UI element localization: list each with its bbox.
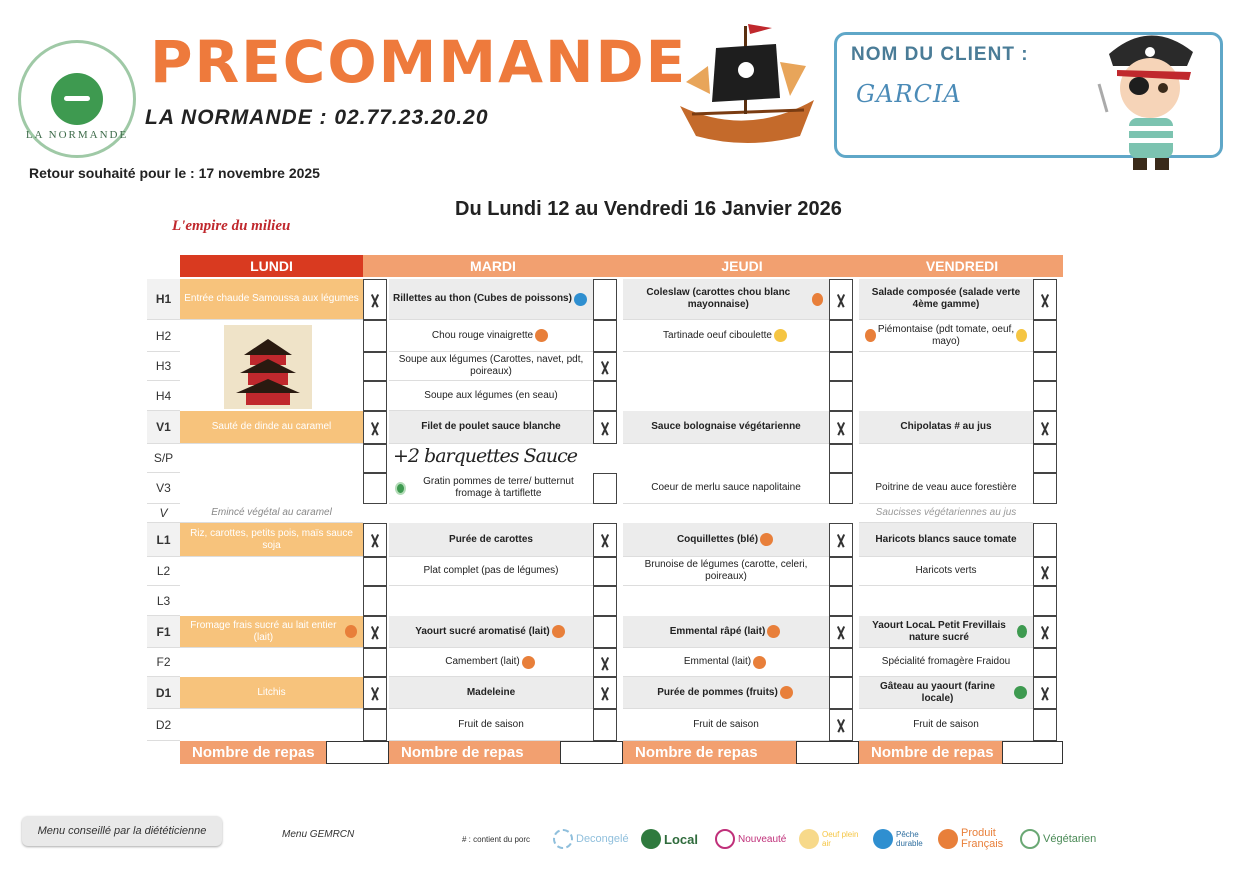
row-label-d1: D1	[147, 677, 180, 709]
checkbox-lundi-f2[interactable]	[363, 648, 387, 677]
dish-vendredi-l2: Haricots verts	[859, 557, 1033, 586]
row-label-f2: F2	[147, 648, 180, 677]
checkbox-vendredi-v3[interactable]	[1033, 473, 1057, 504]
dish-lundi-h1: Entrée chaude Samoussa aux légumes	[180, 279, 363, 320]
dish-mardi-v3	[389, 473, 593, 504]
pirate-kid-icon	[1095, 14, 1205, 174]
meal-count-input-mardi[interactable]	[560, 741, 623, 764]
dish-vendredi-f2: Spécialité fromagère Fraidou	[859, 648, 1033, 677]
menu-theme: L'empire du milieu	[172, 218, 291, 234]
row-label-v1: V1	[147, 411, 180, 444]
checkbox-lundi-f1[interactable]	[363, 616, 387, 648]
checkbox-mardi-h2[interactable]	[593, 320, 617, 352]
meal-count-input-jeudi[interactable]	[796, 741, 859, 764]
checkbox-vendredi-h3[interactable]	[1033, 352, 1057, 381]
dish-jeudi-f1-text: Emmental râpé (lait)	[669, 625, 766, 637]
checkbox-lundi-d2[interactable]	[363, 709, 387, 741]
produit-francais-icon	[535, 329, 548, 342]
checkbox-mardi-f2[interactable]	[593, 648, 617, 677]
checkbox-mardi-v3[interactable]	[593, 473, 617, 504]
oeuf-plein-air-icon	[1016, 329, 1027, 342]
dish-jeudi-h1-text: Coleslaw (carottes chou blanc mayonnaise)	[646, 287, 791, 310]
dish-mardi-l1: Purée de carottes	[389, 523, 593, 557]
dish-jeudi-v3: Coeur de merlu sauce napolitaine	[623, 473, 829, 504]
dish-mardi-f2	[389, 648, 593, 677]
checkbox-jeudi-v1[interactable]	[829, 411, 853, 444]
row-label-v: V	[147, 504, 180, 523]
dish-mardi-v3-text: Gratin pommes de terre/ butternut fromage à tartiflette	[423, 476, 574, 499]
dish-mardi-h1-text: Rillettes au thon (Cubes de poissons)	[393, 293, 572, 304]
oeuf-plein-air-icon	[774, 329, 787, 342]
dish-vendredi-h1: Salade composée (salade verte 4ème gamme)	[859, 279, 1033, 320]
dish-mardi-d2: Fruit de saison	[389, 709, 593, 741]
dish-mardi-f2-text: Camembert (lait)	[445, 656, 520, 667]
dish-mardi-h2-text: Chou rouge vinaigrette	[431, 329, 534, 341]
meal-count-label-lundi: Nombre de repas	[180, 741, 326, 764]
dietician-note: Menu conseillé par la diététicienne	[22, 816, 222, 846]
checkbox-lundi-h4[interactable]	[363, 381, 387, 411]
snowflake-icon	[553, 829, 573, 849]
dish-lundi-f1	[180, 616, 363, 648]
checkbox-lundi-h3[interactable]	[363, 352, 387, 381]
row-label-f1: F1	[147, 616, 180, 648]
checkbox-vendredi-v1[interactable]	[1033, 411, 1057, 444]
dish-vendredi-l1: Haricots blancs sauce tomate	[859, 523, 1033, 557]
produit-francais-icon	[767, 625, 780, 638]
checkbox-vendredi-f1[interactable]	[1033, 616, 1057, 648]
produit-francais-icon	[865, 329, 876, 342]
row-label-l2: L2	[147, 557, 180, 586]
dish-jeudi-l1-text: Coquillettes (blé)	[676, 533, 759, 545]
day-header-vendredi: VENDREDI	[861, 255, 1063, 277]
row-label-d2: D2	[147, 709, 180, 741]
client-name-value[interactable]: GARCIA	[856, 80, 962, 108]
checkbox-mardi-l3[interactable]	[593, 586, 617, 616]
return-date: Retour souhaité pour le : 17 novembre 2025	[29, 165, 320, 181]
checkbox-mardi-l1[interactable]	[593, 523, 617, 557]
checkbox-mardi-d2[interactable]	[593, 709, 617, 741]
checkbox-jeudi-l1[interactable]	[829, 523, 853, 557]
checkbox-vendredi-h2[interactable]	[1033, 320, 1057, 352]
checkbox-jeudi-d2[interactable]	[829, 709, 853, 741]
checkbox-jeudi-v3[interactable]	[829, 473, 853, 504]
checkbox-vendredi-d1[interactable]	[1033, 677, 1057, 709]
dish-jeudi-d2: Fruit de saison	[623, 709, 829, 741]
dish-vendredi-v: Saucisses végétariennes au jus	[859, 504, 1033, 523]
checkbox-mardi-f1[interactable]	[593, 616, 617, 648]
checkbox-jeudi-f2[interactable]	[829, 648, 853, 677]
logo-text: LA NORMANDE	[25, 129, 129, 141]
legend-produit-francais-label: Produit Français	[961, 827, 1004, 850]
checkbox-lundi-h2[interactable]	[363, 320, 387, 352]
dish-jeudi-l2: Brunoise de légumes (carotte, celeri, poireaux)	[623, 557, 829, 586]
checkbox-vendredi-f2[interactable]	[1033, 648, 1057, 677]
checkbox-mardi-l2[interactable]	[593, 557, 617, 586]
row-label-h1: H1	[147, 279, 180, 320]
peche-durable-icon	[574, 293, 587, 306]
dish-jeudi-f2	[623, 648, 829, 677]
dish-mardi-d1: Madeleine	[389, 677, 593, 709]
legend-vegetarien	[1020, 826, 1096, 852]
checkbox-jeudi-h4[interactable]	[829, 381, 853, 411]
handwritten-note: +2 barquettes Sauce	[393, 445, 578, 467]
checkbox-lundi-v1[interactable]	[363, 411, 387, 444]
checkbox-mardi-d1[interactable]	[593, 677, 617, 709]
page-title: PRECOMMANDE	[150, 28, 688, 96]
checkbox-mardi-h4[interactable]	[593, 381, 617, 411]
dish-jeudi-v1: Sauce bolognaise végétarienne	[623, 411, 829, 444]
checkbox-lundi-l3[interactable]	[363, 586, 387, 616]
meal-count-label-vendredi: Nombre de repas	[859, 741, 1002, 764]
dish-jeudi-f2-text: Emmental (lait)	[683, 656, 752, 667]
produit-francais-icon	[780, 686, 793, 699]
legend-oeuf	[799, 826, 859, 852]
dish-vendredi-d2: Fruit de saison	[859, 709, 1033, 741]
produit-francais-icon	[552, 625, 565, 638]
dish-vendredi-h2	[859, 320, 1033, 352]
checkbox-lundi-l2[interactable]	[363, 557, 387, 586]
checkbox-lundi-h1[interactable]	[363, 279, 387, 320]
checkbox-lundi-sp[interactable]	[363, 444, 387, 473]
row-label-l3: L3	[147, 586, 180, 616]
checkbox-vendredi-h4[interactable]	[1033, 381, 1057, 411]
dish-lundi-l1: Riz, carottes, petits pois, maïs sauce soja	[180, 523, 363, 557]
fork-icon	[51, 73, 103, 125]
checkbox-jeudi-l3[interactable]	[829, 586, 853, 616]
egg-icon	[799, 829, 819, 849]
row-label-h4: H4	[147, 381, 180, 411]
produit-francais-icon	[753, 656, 766, 669]
checkbox-lundi-d1[interactable]	[363, 677, 387, 709]
day-header-mardi: MARDI	[363, 255, 623, 277]
checkbox-jeudi-sp[interactable]	[829, 444, 853, 473]
meal-count-input-vendredi[interactable]	[1002, 741, 1063, 764]
dish-mardi-f1	[389, 616, 593, 648]
dish-jeudi-h2-text: Tartinade oeuf ciboulette	[663, 329, 772, 341]
dish-mardi-f1-text: Yaourt sucré aromatisé (lait)	[415, 625, 550, 637]
meal-count-input-lundi[interactable]	[326, 741, 389, 764]
dish-mardi-h4: Soupe aux légumes (en seau)	[389, 381, 593, 411]
checkbox-vendredi-h1[interactable]	[1033, 279, 1057, 320]
la-normande-logo	[18, 40, 136, 158]
legend-vegetarien-label: Végétarien	[1043, 833, 1097, 845]
checkbox-lundi-v3[interactable]	[363, 473, 387, 504]
row-label-sp: S/P	[147, 444, 180, 473]
leaf-icon	[1020, 829, 1040, 849]
legend-local	[641, 826, 698, 852]
checkbox-jeudi-h1[interactable]	[829, 279, 853, 320]
dish-jeudi-l1	[623, 523, 829, 557]
legend-nouveaute	[715, 826, 786, 852]
checkbox-vendredi-l1[interactable]	[1033, 523, 1057, 557]
checkbox-jeudi-l2[interactable]	[829, 557, 853, 586]
legend-nouveaute-label: Nouveauté	[738, 833, 787, 845]
checkbox-vendredi-l2[interactable]	[1033, 557, 1057, 586]
legend-decongele-label: Decongelé	[576, 833, 629, 845]
checkbox-mardi-h1[interactable]	[593, 279, 617, 320]
pagoda-icon	[224, 325, 312, 409]
checkbox-mardi-h3[interactable]	[593, 352, 617, 381]
dish-mardi-v1: Filet de poulet sauce blanche	[389, 411, 593, 444]
checkbox-jeudi-h3[interactable]	[829, 352, 853, 381]
nouveaute-icon	[715, 829, 735, 849]
dish-jeudi-d1	[623, 677, 829, 709]
row-label-h2: H2	[147, 320, 180, 352]
legend-peche-label: Pêche durable	[896, 830, 923, 848]
checkbox-lundi-l1[interactable]	[363, 523, 387, 557]
dish-jeudi-h2	[623, 320, 829, 352]
legend-produit-francais	[938, 826, 1010, 852]
france-icon	[938, 829, 958, 849]
legend-oeuf-label: Oeuf plein air	[822, 830, 859, 848]
week-title: Du Lundi 12 au Vendredi 16 Janvier 2026	[455, 198, 842, 220]
legend-local-label: Local	[664, 831, 698, 847]
dish-mardi-h1	[389, 279, 593, 320]
dish-jeudi-h1	[623, 279, 829, 320]
dish-lundi-f1-text: Fromage frais sucré au lait entier (lait)	[190, 619, 337, 643]
dish-mardi-h2	[389, 320, 593, 352]
pirate-ship-icon	[672, 18, 822, 150]
produit-francais-icon	[812, 293, 823, 306]
client-label: NOM DU CLIENT :	[851, 44, 1029, 65]
local-icon	[1017, 625, 1027, 638]
checkbox-vendredi-sp[interactable]	[1033, 444, 1057, 473]
dish-vendredi-h2-text: Piémontaise (pdt tomate, oeuf, mayo)	[877, 323, 1015, 347]
dish-lundi-v: Emincé végétal au caramel	[180, 504, 363, 523]
meal-count-label-mardi: Nombre de repas	[389, 741, 560, 764]
dish-lundi-v1: Sauté de dinde au caramel	[180, 411, 363, 444]
checkbox-jeudi-d1[interactable]	[829, 677, 853, 709]
day-header-jeudi: JEUDI	[623, 255, 861, 277]
dish-mardi-h3: Soupe aux légumes (Carottes, navet, pdt, poireaux)	[389, 352, 593, 381]
checkbox-vendredi-d2[interactable]	[1033, 709, 1057, 741]
dish-vendredi-f1-text: Yaourt LocaL Petit Frevillais nature sucré	[872, 619, 1006, 643]
dish-jeudi-d1-text: Purée de pommes (fruits)	[657, 686, 778, 698]
checkbox-vendredi-l3[interactable]	[1033, 586, 1057, 616]
meal-count-label-jeudi: Nombre de repas	[623, 741, 796, 764]
checkbox-mardi-v1[interactable]	[593, 411, 617, 444]
dish-vendredi-d1	[859, 677, 1033, 709]
local-icon	[1014, 686, 1027, 699]
dish-mardi-l2: Plat complet (pas de légumes)	[389, 557, 593, 586]
gemrcn-note: Menu GEMRCN	[282, 829, 355, 840]
porc-note: # : contient du porc	[462, 834, 531, 844]
dish-jeudi-f1	[623, 616, 829, 648]
produit-francais-icon	[522, 656, 535, 669]
vegetarien-icon	[395, 482, 406, 495]
dish-vendredi-v1: Chipolatas # au jus	[859, 411, 1033, 444]
produit-francais-icon	[345, 625, 357, 638]
row-label-v3: V3	[147, 473, 180, 504]
checkbox-jeudi-f1[interactable]	[829, 616, 853, 648]
dish-lundi-d1: Litchis	[180, 677, 363, 709]
row-label-h3: H3	[147, 352, 180, 381]
fish-icon	[873, 829, 893, 849]
legend-decongele	[553, 826, 629, 852]
legend-peche	[873, 826, 931, 852]
dish-vendredi-v3: Poitrine de veau auce forestière	[859, 473, 1033, 504]
checkbox-jeudi-h2[interactable]	[829, 320, 853, 352]
dish-vendredi-f1	[859, 616, 1033, 648]
day-header-lundi: LUNDI	[180, 255, 363, 277]
phone-number: LA NORMANDE : 02.77.23.20.20	[145, 106, 489, 129]
row-label-l1: L1	[147, 523, 180, 557]
local-icon	[641, 829, 661, 849]
dish-vendredi-d1-text: Gâteau au yaourt (farine locale)	[880, 680, 996, 704]
produit-francais-icon	[760, 533, 773, 546]
